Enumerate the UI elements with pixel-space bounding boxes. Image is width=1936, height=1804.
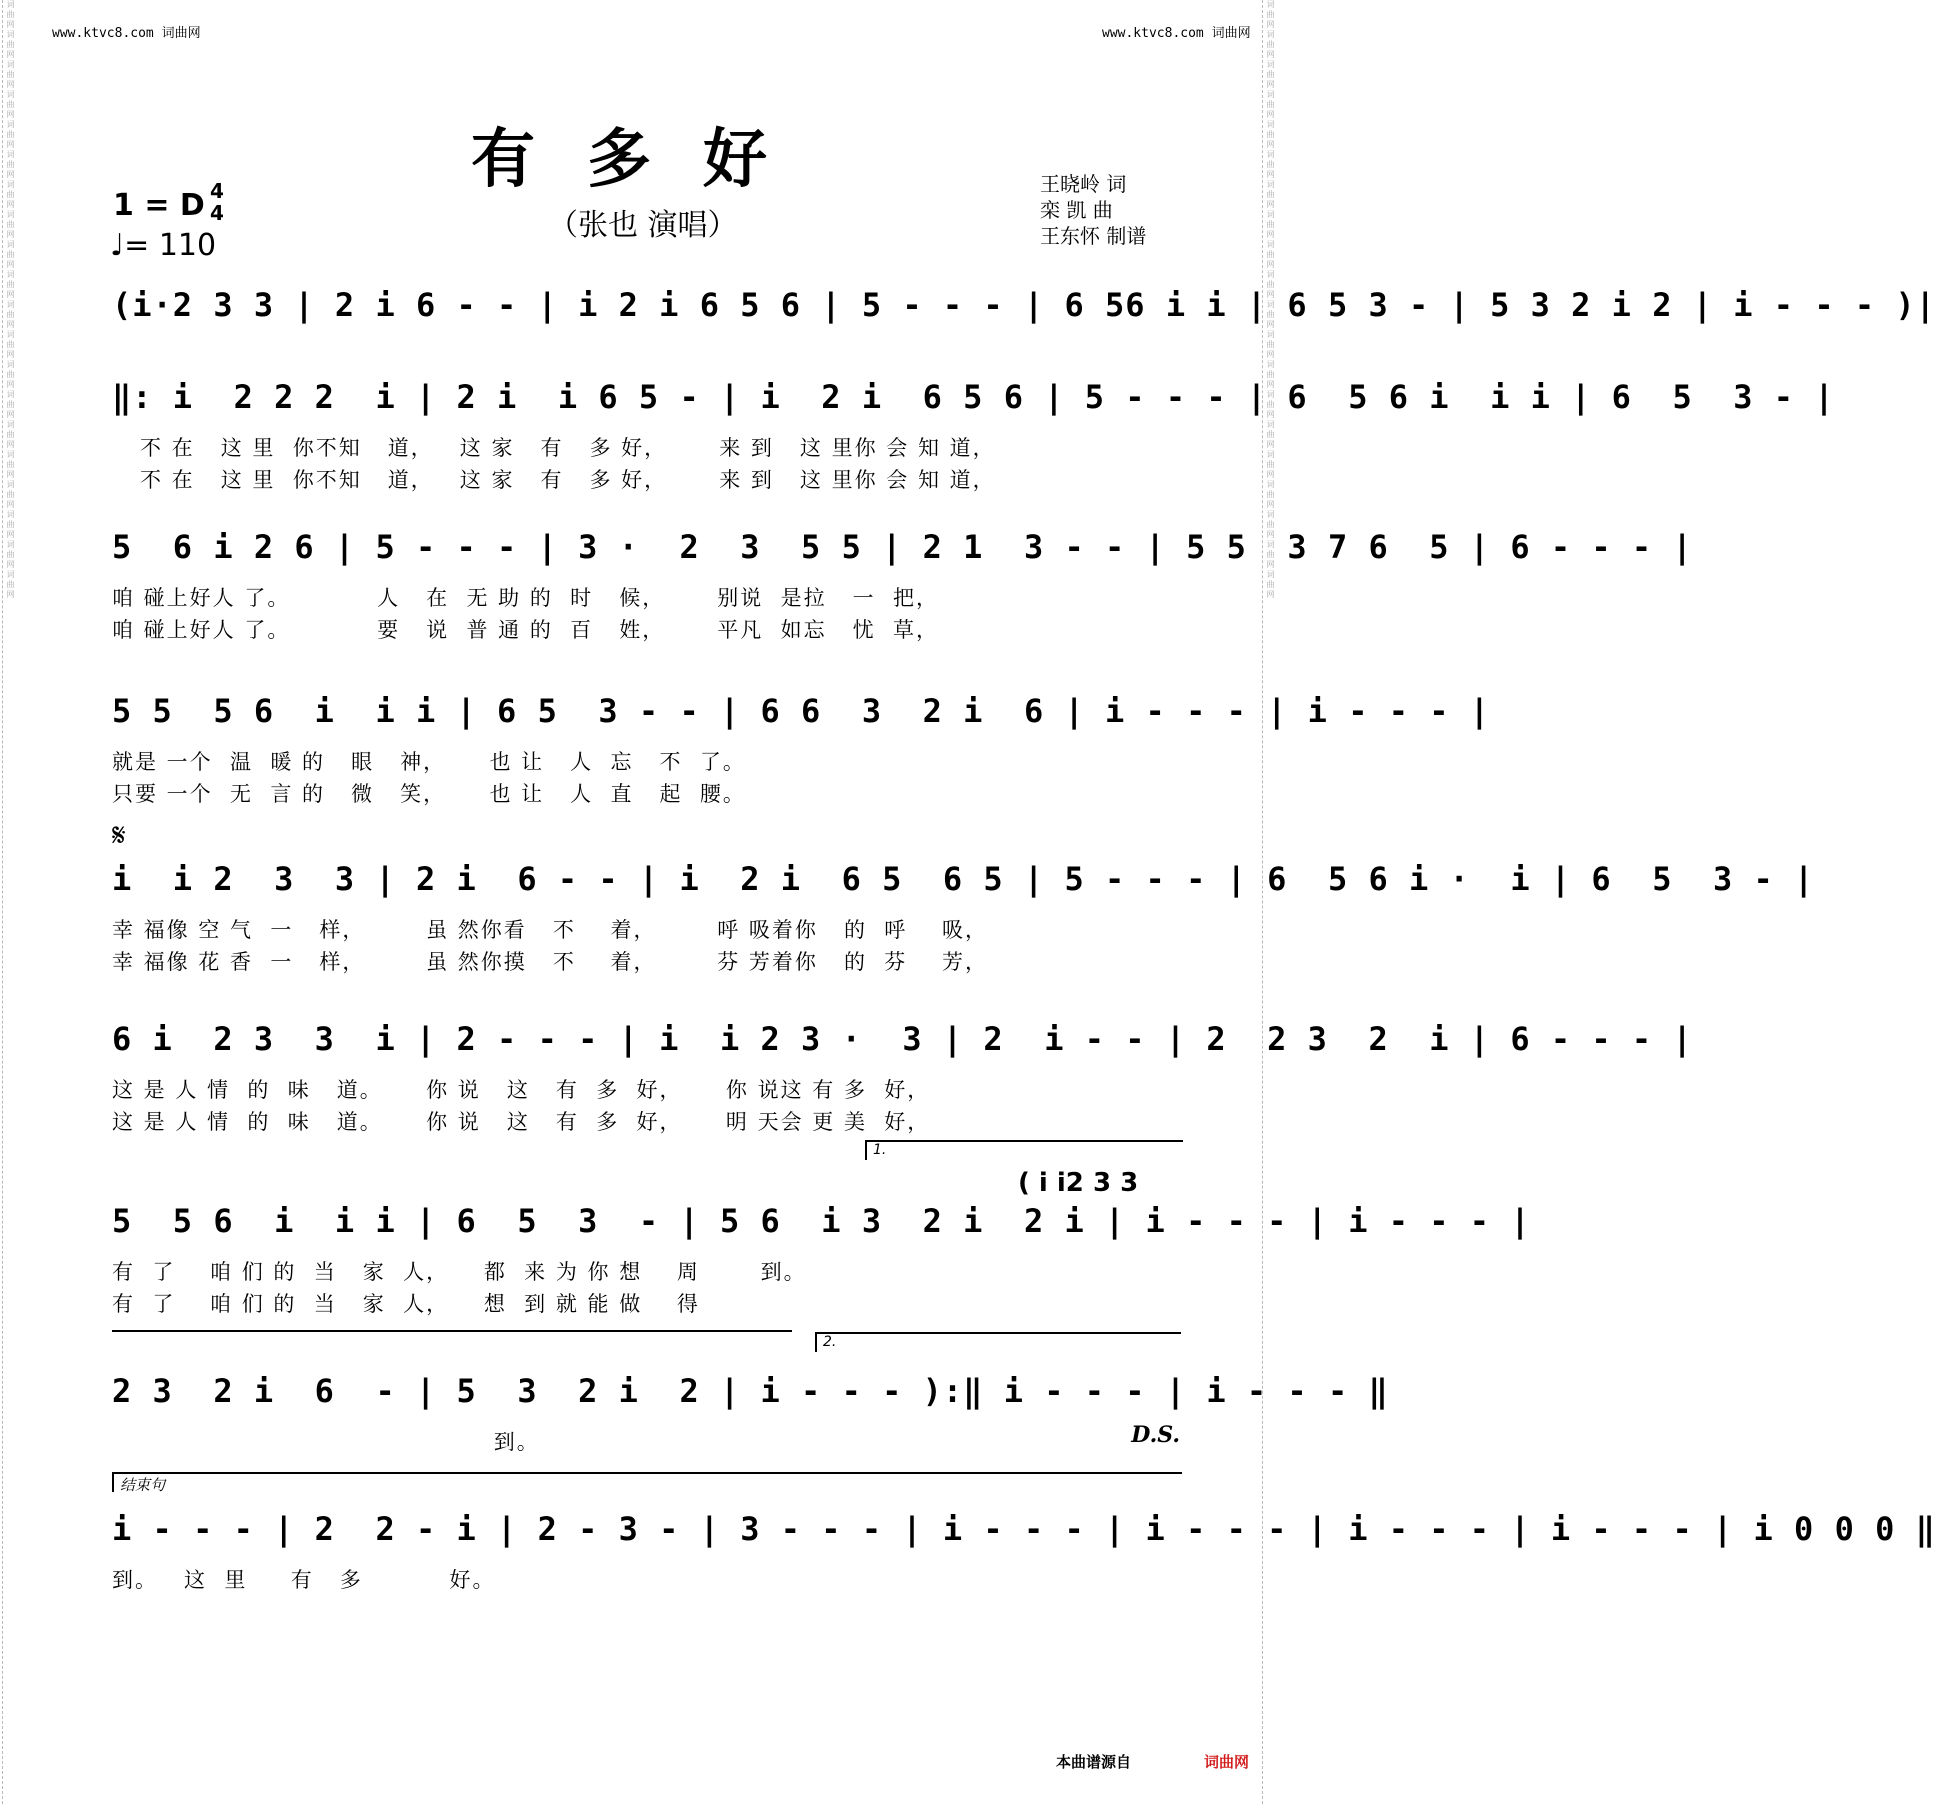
volta-1-bracket: 1. <box>865 1140 1183 1160</box>
first-ending-line <box>112 1330 792 1332</box>
lyrics-row-4-verse-1: 幸 福像 空 气 一 样， 虽 然你看 不 着， 呼 吸着你 的 呼 吸， <box>112 918 989 942</box>
tempo-marking: ♩= 110 <box>110 228 217 263</box>
lyrics-row-5-verse-2: 这 是 人 情 的 味 道。 你 说 这 有 多 好， 明 天会 更 美 好， <box>112 1110 931 1134</box>
site-url-left[interactable] <box>52 22 201 41</box>
da-segno-marking: D.S. <box>1131 1422 1180 1448</box>
score-row-2: 5 6 i 2 6 | 5 - - - | 3 · 2 3 5 5 | 2 1 3 - - | 5 5 3 7 6 5 | 6 - - - | <box>112 528 1693 566</box>
score-row-1: ‖: i 2 2 2 i | 2 i i 6 5 - | i 2 i 6 5 6 | 5 - - - | 6 5 6 i i i | 6 5 3 - | <box>112 378 1835 416</box>
credit-music: 栾 凯 曲 <box>1040 198 1113 222</box>
lyrics-row-7-verse-1: 到。 <box>112 1430 540 1454</box>
lyrics-row-6-verse-1: 有 了 咱 们 的 当 家 人， 都 来 为 你 想 周 到。 <box>112 1260 807 1284</box>
segno-sign: 𝄋 <box>112 816 126 854</box>
lyrics-row-3-verse-2: 只要 一个 无 言 的 微 笑， 也 让 人 直 起 腰。 <box>112 782 746 806</box>
lyrics-row-2-verse-1: 咱 碰上好人 了。 人 在 无 助 的 时 候， 别说 是拉 一 把， <box>112 586 939 610</box>
time-signature-top: 4 <box>210 179 224 203</box>
score-row-3: 5 5 5 6 i i i | 6 5 3 - - | 6 6 3 2 i 6 | i - - - | i - - - | <box>112 692 1491 730</box>
right-watermark-strip: 词曲网词曲网词曲网词曲网词曲网词曲网词曲网词曲网词曲网词曲网词曲网词曲网词曲网词曲网词曲网词曲网词曲网词曲网词曲网词曲网 <box>1262 0 1277 1804</box>
lyrics-row-ending: 到。 这 里 有 多 好。 <box>112 1568 496 1592</box>
left-watermark-strip: 词曲网词曲网词曲网词曲网词曲网词曲网词曲网词曲网词曲网词曲网词曲网词曲网词曲网词曲网词曲网词曲网词曲网词曲网词曲网词曲网 <box>2 0 17 1804</box>
site-name-text: 词曲网 <box>1211 26 1251 41</box>
lyrics-row-1-verse-2: 不 在 这 里 你不知 道， 这 家 有 多 好， 来 到 这 里你 会 知 道， <box>140 468 996 492</box>
score-row-6: 5 5 6 i i i | 6 5 3 - | 5 6 i 3 2 i 2 i | i - - - | i - - - | <box>112 1202 1531 1240</box>
score-row-7: 2 3 2 i 6 - | 5 3 2 i 2 | i - - - ):‖ i - - - | i - - - ‖ <box>112 1372 1389 1410</box>
score-row-ending: i - - - | 2 2 - i | 2 - 3 - | 3 - - - | i - - - | i - - - | i - - - | i - - - | i 0 0 0 ‖ <box>112 1510 1936 1548</box>
lyrics-row-1-verse-1: 不 在 这 里 你不知 道， 这 家 有 多 好， 来 到 这 里你 会 知 道， <box>140 436 996 460</box>
lyrics-row-3-verse-1: 就是 一个 温 暖 的 眼 神， 也 让 人 忘 不 了。 <box>112 750 746 774</box>
credit-lyrics: 王晓岭 词 <box>1040 172 1127 196</box>
performer-note: （张也 演唱） <box>548 208 738 243</box>
score-row-intro: (i·2 3 3 | 2 i 6 - - | i 2 i 6 5 6 | 5 - - - | 6 56 i i | 6 5 3 - | 5 3 2 i 2 | i - - - )| <box>112 286 1936 324</box>
score-row-4: i i 2 3 3 | 2 i 6 - - | i 2 i 6 5 6 5 | 5 - - - | 6 5 6 i · i | 6 5 3 - | <box>112 860 1815 898</box>
lyrics-row-4-verse-2: 幸 福像 花 香 一 样， 虽 然你摸 不 着， 芬 芳着你 的 芬 芳， <box>112 950 989 974</box>
lyrics-row-5-verse-1: 这 是 人 情 的 味 道。 你 说 这 有 多 好， 你 说这 有 多 好， <box>112 1078 931 1102</box>
site-name-text: 词曲网 <box>161 26 201 41</box>
volta-2-bracket: 2. <box>815 1332 1181 1352</box>
time-signature-bottom: 4 <box>210 201 224 225</box>
lyrics-row-6-verse-2: 有 了 咱 们 的 当 家 人， 想 到 就 能 做 得 <box>112 1292 700 1316</box>
site-url-right[interactable] <box>1102 22 1251 41</box>
credit-score: 王东怀 制谱 <box>1040 224 1147 248</box>
footer-source-text: 本曲谱源自 <box>1056 1753 1132 1771</box>
ending-phrase-bracket <box>112 1472 1182 1492</box>
volta-1-pickup: ( i i2 3 3 <box>1018 1168 1139 1198</box>
site-url-text: www.ktvc8.com <box>1102 26 1204 41</box>
key-signature: 1 = D <box>113 188 205 223</box>
song-title: 有多好 <box>471 122 819 197</box>
site-url-text: www.ktvc8.com <box>52 26 154 41</box>
time-signature <box>210 180 224 224</box>
lyrics-row-2-verse-2: 咱 碰上好人 了。 要 说 普 通 的 百 姓， 平凡 如忘 忧 草， <box>112 618 939 642</box>
score-row-5: 6 i 2 3 3 i | 2 - - - | i i 2 3 · 3 | 2 i - - | 2 2 3 2 i | 6 - - - | <box>112 1020 1693 1058</box>
ending-phrase-label: 结束句 <box>120 1476 166 1494</box>
footer-brand-link[interactable]: 词曲网 <box>1204 1753 1250 1771</box>
